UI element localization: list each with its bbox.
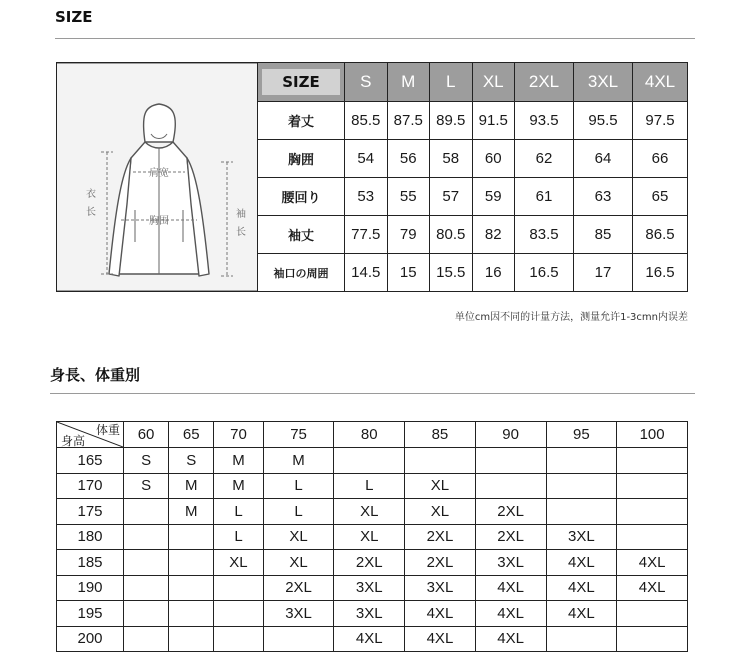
size-value: 83.5 [515,216,574,254]
size-recommendation-cell [546,473,617,499]
height-weight-title: 身長、体重別 [50,366,141,384]
height-row [57,601,688,627]
size-recommendation-cell: 2XL [475,524,546,550]
size-recommendation-cell: XL [263,524,334,550]
size-col-l: L [430,63,473,102]
size-recommendation-cell [617,448,688,474]
size-recommendation-cell [169,550,214,576]
size-recommendation-cell: 3XL [334,601,405,627]
size-value: 56 [387,140,430,178]
size-recommendation-cell: XL [405,473,476,499]
size-recommendation-cell: XL [405,499,476,525]
row-label: 袖丈 [258,216,345,254]
size-value: 77.5 [345,216,388,254]
size-recommendation-cell [214,626,263,652]
size-recommendation-cell [169,601,214,627]
row-label: 着丈 [258,102,345,140]
size-recommendation-cell: XL [334,524,405,550]
size-recommendation-cell: 3XL [263,601,334,627]
size-recommendation-cell [214,575,263,601]
weight-col: 75 [263,422,334,448]
weight-col: 60 [124,422,169,448]
size-value: 16.5 [515,254,574,292]
corner-height-label: 身高 [61,434,86,447]
sleeve-label-1: 袖 [236,209,246,220]
size-recommendation-cell: 4XL [617,550,688,576]
size-value: 58 [430,140,473,178]
size-recommendation-cell: 4XL [546,601,617,627]
size-col-4xl: 4XL [633,63,688,102]
height-label: 185 [57,550,124,576]
size-recommendation-cell: L [263,499,334,525]
size-section-title: SIZE [55,8,93,26]
size-recommendation-cell: 4XL [617,575,688,601]
size-recommendation-cell: S [124,448,169,474]
size-col-m: M [387,63,430,102]
size-value: 15 [387,254,430,292]
size-recommendation-cell [475,448,546,474]
size-recommendation-cell: 4XL [546,550,617,576]
size-recommendation-cell: 3XL [334,575,405,601]
size-value: 65 [633,178,688,216]
size-col-3xl: 3XL [574,63,633,102]
size-recommendation-cell: 2XL [334,550,405,576]
size-recommendation-cell [475,473,546,499]
size-recommendation-cell [124,550,169,576]
height-label: 165 [57,448,124,474]
size-recommendation-cell [214,601,263,627]
row-label: 胸囲 [258,140,345,178]
size-value: 93.5 [515,102,574,140]
size-value: 55 [387,178,430,216]
weight-col: 70 [214,422,263,448]
size-recommendation-cell: 4XL [334,626,405,652]
size-value: 85.5 [345,102,388,140]
height-label: 180 [57,524,124,550]
size-recommendation-cell [334,448,405,474]
size-recommendation-cell [617,499,688,525]
size-col-2xl: 2XL [515,63,574,102]
size-recommendation-cell: 4XL [405,626,476,652]
height-row [57,448,688,474]
size-value: 91.5 [472,102,515,140]
size-recommendation-cell: M [214,473,263,499]
height-weight-divider [50,393,695,394]
size-recommendation-cell [169,575,214,601]
size-recommendation-cell: 3XL [405,575,476,601]
size-recommendation-cell [124,499,169,525]
size-recommendation-cell: S [169,448,214,474]
size-recommendation-cell: 4XL [475,626,546,652]
size-recommendation-cell: M [214,448,263,474]
size-value: 85 [574,216,633,254]
size-recommendation-cell: 2XL [263,575,334,601]
size-value: 60 [472,140,515,178]
size-recommendation-cell: L [263,473,334,499]
size-value: 59 [472,178,515,216]
weight-col: 100 [617,422,688,448]
height-weight-table [56,421,688,652]
size-table [56,62,688,292]
size-recommendation-cell [124,601,169,627]
size-recommendation-cell [546,499,617,525]
height-row [57,524,688,550]
size-recommendation-cell: M [263,448,334,474]
row-label: 腰回り [258,178,345,216]
height-label: 190 [57,575,124,601]
size-recommendation-cell [546,626,617,652]
size-value: 63 [574,178,633,216]
size-value: 53 [345,178,388,216]
height-label: 175 [57,499,124,525]
height-label: 170 [57,473,124,499]
size-header-label: SIZE [262,69,340,95]
size-recommendation-cell: XL [334,499,405,525]
size-recommendation-cell: 3XL [475,550,546,576]
jacket-diagram-cell [57,63,258,292]
height-row [57,473,688,499]
size-recommendation-cell [617,626,688,652]
size-recommendation-cell: 3XL [546,524,617,550]
size-value: 14.5 [345,254,388,292]
size-recommendation-cell [169,524,214,550]
size-divider [55,38,695,39]
size-recommendation-cell: 4XL [475,575,546,601]
size-header-row [57,63,688,102]
weight-col: 65 [169,422,214,448]
shoulder-label: 肩宽 [149,168,169,179]
size-recommendation-cell: L [334,473,405,499]
size-recommendation-cell: 2XL [405,550,476,576]
size-recommendation-cell [263,626,334,652]
size-recommendation-cell: L [214,524,263,550]
size-header-cell [258,63,345,102]
size-value: 97.5 [633,102,688,140]
height-weight-rows [57,448,688,652]
size-recommendation-cell: XL [263,550,334,576]
height-row [57,499,688,525]
size-recommendation-cell: 4XL [405,601,476,627]
size-value: 17 [574,254,633,292]
size-value: 66 [633,140,688,178]
length-label-1: 衣 [86,189,96,200]
size-value: 95.5 [574,102,633,140]
weight-col: 80 [334,422,405,448]
size-value: 15.5 [430,254,473,292]
size-value: 86.5 [633,216,688,254]
measurement-note: 单位cm因不同的计量方法，测量允许1-3cmn内误差 [454,312,688,323]
size-value: 61 [515,178,574,216]
chest-label: 胸围 [149,216,169,227]
size-recommendation-cell: XL [214,550,263,576]
size-value: 16.5 [633,254,688,292]
size-value: 87.5 [387,102,430,140]
size-value: 64 [574,140,633,178]
length-label-2: 长 [86,207,96,218]
size-value: 79 [387,216,430,254]
size-value: 54 [345,140,388,178]
size-recommendation-cell [124,626,169,652]
size-recommendation-cell [405,448,476,474]
height-row [57,626,688,652]
size-value: 62 [515,140,574,178]
size-recommendation-cell: M [169,499,214,525]
size-recommendation-cell: 2XL [475,499,546,525]
size-recommendation-cell: M [169,473,214,499]
size-value: 82 [472,216,515,254]
weight-col: 90 [475,422,546,448]
size-col-s: S [345,63,388,102]
weight-col: 95 [546,422,617,448]
size-recommendation-cell [546,448,617,474]
size-recommendation-cell: L [214,499,263,525]
size-recommendation-cell: 2XL [405,524,476,550]
height-label: 200 [57,626,124,652]
size-recommendation-cell: 4XL [475,601,546,627]
row-label: 袖口の周囲 [258,254,345,292]
size-recommendation-cell [169,626,214,652]
weight-header-row [57,422,688,448]
size-recommendation-cell: 4XL [546,575,617,601]
size-recommendation-cell [617,473,688,499]
size-col-xl: XL [472,63,515,102]
weight-col: 85 [405,422,476,448]
size-value: 57 [430,178,473,216]
sleeve-label-2: 长 [236,227,246,238]
corner-cell [57,422,124,448]
size-value: 89.5 [430,102,473,140]
height-label: 195 [57,601,124,627]
size-recommendation-cell [124,524,169,550]
size-recommendation-cell [124,575,169,601]
size-recommendation-cell [617,601,688,627]
size-value: 16 [472,254,515,292]
size-recommendation-cell: S [124,473,169,499]
size-value: 80.5 [430,216,473,254]
jacket-diagram [57,64,257,290]
height-row [57,575,688,601]
corner-weight-label: 体重 [95,423,120,437]
height-row [57,550,688,576]
size-recommendation-cell [617,524,688,550]
